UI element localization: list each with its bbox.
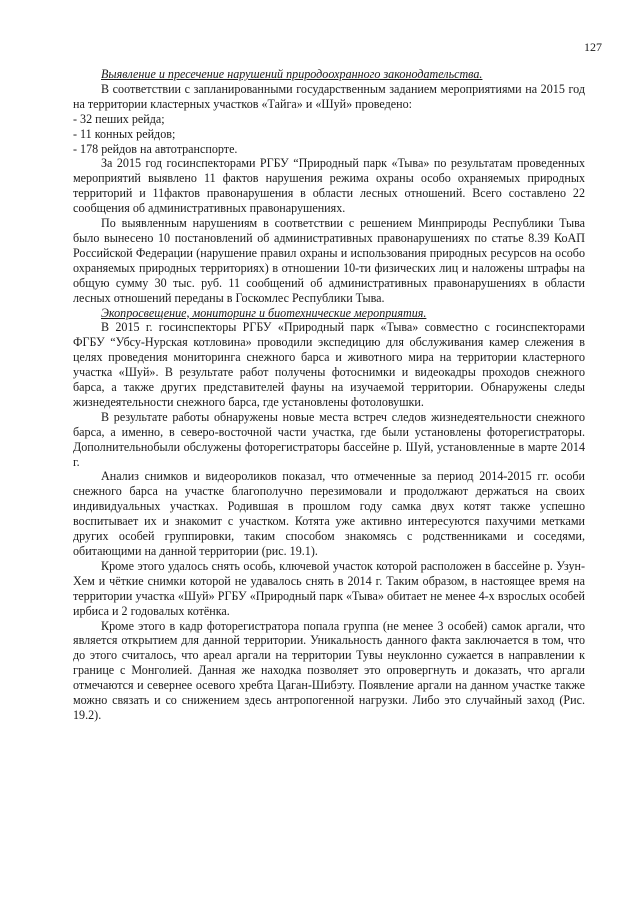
paragraph-analysis: Анализ снимков и видеороликов показал, что отмеченные за период 2014-2015 гг. особи снежного барса на участке благополучно перезимовали и продолжают держаться на своих индивидуальных участках. Родившая в прошлом году самка двух котят также успешно воспитывает их и знакомит с участком. Котята уже активно интересуются пахучими метками других особей группировки, таким способом знакомясь с родственниками и соседями, обитающими на данной территории (рис. 19.1). (73, 469, 585, 558)
paragraph-new-sites: В результате работы обнаружены новые места встреч следов жизнедеятельности снежного барса, а именно, в северо-восточной части участка, где были установлены фоторегистраторы. Дополнительнобыли обслужены фоторегистраторы бассейне р. Шуй, установленные в марте 2014 г. (73, 409, 585, 469)
paragraph-violations-found: За 2015 год госинспекторами РГБУ “Природный парк «Тыва» по результатам проведенных мероприятий выявлено 11 фактов нарушения режима охраны особо охраняемых природных территорий и 11фактов правонарушения в области лесных отношений. Всего составлено 22 сообщения об административных правонарушениях. (73, 156, 585, 216)
paragraph-raids-intro: В соответствии с запланированными государственным заданием мероприятиями на 2015 год на территории кластерных участков «Тайга» и «Шуй» проведено: (73, 81, 585, 111)
section-heading-violations: Выявление и пресечение нарушений природоохранного законодательства. (101, 67, 483, 81)
page-number: 127 (584, 40, 602, 54)
paragraph-argali: Кроме этого в кадр фоторегистратора попала группа (не менее 3 особей) самок аргали, что является открытием для данной территории. Уникальность данного факта заключается в том, что до этого считалось, что ареал аргали на территории Тувы неуклонно сужается в направлении к границе с Монголией. Данная же находка позволяет это опровергнуть и доказать, что аргали отмечаются и севернее осевого хребта Цаган-Шибэту. Появление аргали на данном участке также можно связать и со снижением здесь антропогенной нагрузки. Либо это случайный заход (Рис. 19.2). (73, 618, 585, 722)
list-item-foot-raids: - 32 пеших рейда; (73, 111, 165, 126)
paragraph-penalties: По выявленным нарушениям в соответствии с решением Минприроды Республики Тыва было вынесено 10 постановлений об административных правонарушениях по статье 8.39 КоАП Российской Федерации (нарушение правил охраны и использования природных ресурсов на особо охраняемых природных территориях) в отношении 10-ти физических лиц и наложены штрафы на общую сумму 30 тыс. руб. 11 сообщений об административных правонарушениях в области лесных отношений переданы в Госкомлес Республики Тыва. (73, 216, 585, 305)
list-item-vehicle-raids: - 178 рейдов на автотранспорте. (73, 141, 238, 156)
page-content (73, 67, 585, 723)
list-item-horse-raids: - 11 конных рейдов; (73, 126, 176, 141)
paragraph-expedition: В 2015 г. госинспекторы РГБУ «Природный парк «Тыва» совместно с госинспекторами ФГБУ “Убсу-Нурская котловина» проводили экспедицию для обслуживания камер слежения в целях проведения мониторинга снежного барса и животного мира на территории кластерного участка «Шуй». В результате работ получены фотоснимки и видеокадры проходов снежного барса, а также других представителей фауны на изучаемой территории. Обнаружены следы жизнедеятельности снежного барса, где установлены фотоловушки. (73, 320, 585, 409)
section-heading-monitoring: Экопросвещение, мониторинг и биотехнические мероприятия. (101, 305, 427, 320)
paragraph-uzun-khem: Кроме этого удалось снять особь, ключевой участок которой расположен в бассейне р. Узун-Хем и чёткие снимки которой не удавалось снять в 2014 г. Таким образом, в настоящее время на территории участка «Шуй» РГБУ «Природный парк «Тыва» обитает не менее 4-х взрослых особей ирбиса и 2 годовалых котёнка. (73, 558, 585, 618)
